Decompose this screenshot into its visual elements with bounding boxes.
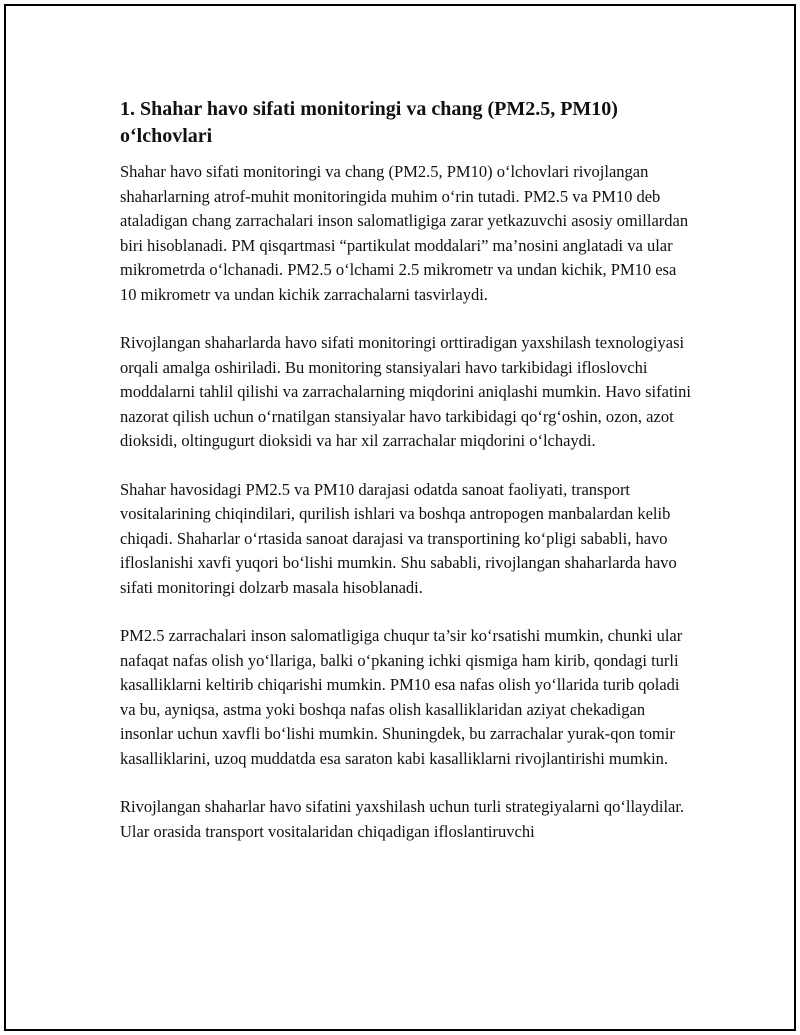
paragraph: PM2.5 zarrachalari inson salomatligiga chuqur ta’sir ko‘rsatishi mumkin, chunki ular nafaqat nafas olish yo‘llariga, balki o‘pkaning ichki qismiga ham kirib, qondagi turli kasalliklarni keltirib chiqarishi mumkin. PM10 esa nafas olish yo‘llarida turib qoladi va bu, ayniqsa, astma yoki boshqa nafas olish kasalliklaridan aziyat chekadigan insonlar uchun xavfli bo‘lishi mumkin. Shuningdek, bu zarrachalar yurak-qon tomir kasalliklarini, uzoq muddatda esa saraton kabi kasalliklarni rivojlantirishi mumkin. [120,626,683,768]
paragraph: Shahar havosidagi PM2.5 va PM10 darajasi odatda sanoat faoliyati, transport vositalarining chiqindilari, qurilish ishlari va boshqa antropogen manbalardan kelib chiqadi. Shaharlar o‘rtasida sanoat darajasi va transportining ko‘pligi sababli, havo ifloslanishi xavfi yuqori bo‘lishi mumkin. Shu sababli, rivojlangan shaharlarda havo sifati monitoringi dolzarb masala hisoblanadi. [120,479,677,597]
paragraph: Rivojlangan shaharlarda havo sifati monitoringi orttiradigan yaxshilash texnologiyasi orqali amalga oshiriladi. Bu monitoring stansiyalari havo tarkibidagi ifloslovchi moddalarni tahlil qilishi va zarrachalarning miqdorini aniqlashi mumkin. Havo sifatini nazorat qilish uchun o‘rnatilgan stansiyalar havo tarkibidagi qo‘rg‘oshin, ozon, azot dioksidi, oltingugurt dioksidi va har xil zarrachalar miqdorini o‘lchaydi. [120,333,691,450]
document-page [4,4,796,1031]
paragraph: Rivojlangan shaharlar havo sifatini yaxshilash uchun turli strategiyalarni qo‘llaydilar. Ular orasida transport vositalaridan chiqadigan ifloslantiruvchi [120,797,685,841]
document-body [120,96,694,868]
paragraph: Shahar havo sifati monitoringi va chang (PM2.5, PM10) o‘lchovlari rivojlangan shaharlarning atrof-muhit monitoringida muhim o‘rin tutadi. PM2.5 va PM10 deb ataladigan chang zarrachalari inson salomatligiga zarar yetkazuvchi asosiy omillardan biri hisoblanadi. PM qisqartmasi “partikulat moddalari” ma’nosini anglatadi va ular mikrometrda o‘lchanadi. PM2.5 o‘lchami 2.5 mikrometr va undan kichik, PM10 esa 10 mikrometr va undan kichik zarrachalarni tasvirlaydi. [120,162,689,304]
section-heading: 1. Shahar havo sifati monitoringi va chang (PM2.5, PM10) o‘lchovlari [120,98,618,147]
